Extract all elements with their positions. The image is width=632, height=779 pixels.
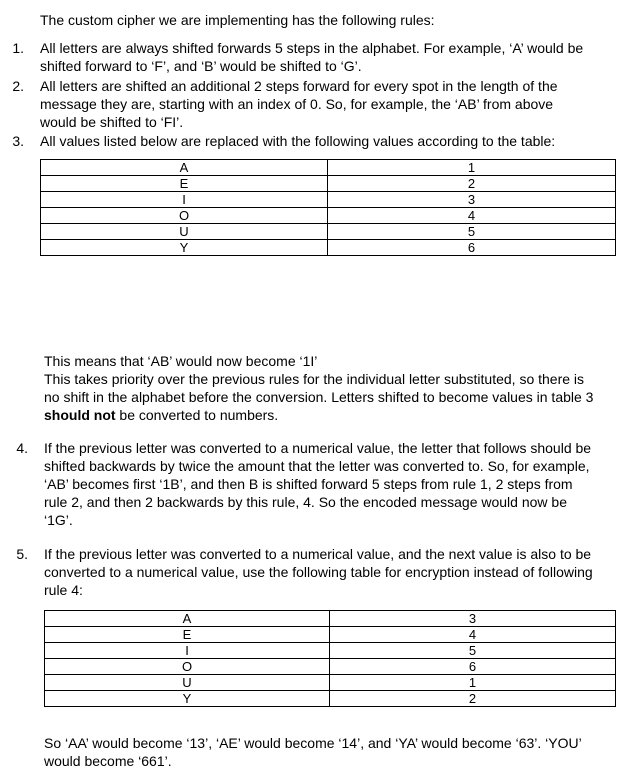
table-cell-value: 2: [330, 691, 616, 707]
table-cell-letter: I: [41, 192, 328, 208]
table-cell-letter: A: [45, 611, 330, 627]
rule-3-note-line-4: [44, 407, 278, 424]
rule-3-note-line-3: no shift in the alphabet before the conversion. Letters shifted to become values in table 3: [44, 389, 594, 405]
emphasis-should-not: should not: [44, 407, 116, 423]
rule-4-line-3: ‘AB’ becomes first ‘1B’, and then B is shifted forward 5 steps from rule 1, 2 steps from: [44, 476, 573, 492]
table-cell-value: 4: [328, 208, 616, 224]
table-cell-letter: O: [41, 208, 328, 224]
rule-3-line-1: All values listed below are replaced with the following values according to the table:: [40, 133, 556, 149]
table-row: [41, 176, 616, 192]
table-cell-letter: I: [45, 643, 330, 659]
rule-1-number: 1.: [12, 40, 24, 56]
rule-3-note-line-2: This takes priority over the previous rules for the individual letter substituted, so there is: [44, 371, 585, 387]
table-cell-value: 1: [328, 160, 616, 176]
rule-1-line-1: All letters are always shifted forwards 5 steps in the alphabet. For example, ‘A’ would be: [40, 40, 584, 56]
rule-5-line-2: converted to a numerical value, use the following table for encryption instead of following: [44, 564, 593, 580]
table-row: [45, 691, 616, 707]
rule-5-line-3: rule 4:: [44, 582, 83, 598]
rule-5-line-1: If the previous letter was converted to a numerical value, and the next value is also to be: [44, 546, 592, 562]
rule-3-number: 3.: [12, 133, 24, 149]
closing-line-1: So ‘AA’ would become ‘13’, ‘AE’ would become ‘14’, and ‘YA’ would become ‘63’. ‘YOU’: [44, 735, 582, 751]
table-cell-letter: E: [41, 176, 328, 192]
table-cell-value: 4: [330, 627, 616, 643]
table-cell-value: 3: [328, 192, 616, 208]
table-cell-value: 3: [330, 611, 616, 627]
rule-2-line-1: All letters are shifted an additional 2 steps forward for every spot in the length of the: [40, 78, 558, 94]
table-cell-letter: E: [45, 627, 330, 643]
table-row: [45, 659, 616, 675]
rule-2-line-3: would be shifted to ‘FI’.: [40, 114, 184, 130]
vowel-table-1: [40, 159, 616, 256]
table-cell-value: 6: [328, 240, 616, 256]
table-cell-value: 2: [328, 176, 616, 192]
closing-line-2: would become ‘661’.: [44, 753, 172, 769]
rule-4-number: 4.: [16, 440, 28, 456]
rule-4-line-5: ‘1G’.: [44, 512, 73, 528]
rule-5-number: 5.: [16, 546, 28, 562]
rule-1-line-2: shifted forward to ‘F’, and ‘B’ would be shifted to ‘G’.: [40, 58, 362, 74]
table-row: [41, 208, 616, 224]
table-cell-letter: U: [45, 675, 330, 691]
rule-3-note-line-1: This means that ‘AB’ would now become ‘1I’: [44, 353, 318, 369]
table-row: [41, 240, 616, 256]
table-row: [45, 611, 616, 627]
table-cell-value: 1: [330, 675, 616, 691]
table-cell-letter: Y: [41, 240, 328, 256]
table-cell-value: 5: [330, 643, 616, 659]
table-row: [41, 160, 616, 176]
vowel-table-2: [44, 610, 616, 707]
table-row: [41, 224, 616, 240]
table-cell-value: 6: [330, 659, 616, 675]
table-row: [45, 643, 616, 659]
table-cell-value: 5: [328, 224, 616, 240]
table-row: [41, 192, 616, 208]
table-cell-letter: Y: [45, 691, 330, 707]
rule-4-line-2: shifted backwards by twice the amount that the letter was converted to. So, for example,: [44, 458, 590, 474]
rule-3-note-line-4-rest: be converted to numbers.: [115, 407, 279, 423]
intro-text: The custom cipher we are implementing has the following rules:: [40, 12, 435, 28]
rule-4-line-4: rule 2, and then 2 backwards by this rule, 4. So the encoded message would now be: [44, 494, 567, 510]
table-row: [45, 675, 616, 691]
rule-2-line-2: message they are, starting with an index of 0. So, for example, the ‘AB’ from above: [40, 96, 554, 112]
rule-2-number: 2.: [12, 78, 24, 94]
rule-4-line-1: If the previous letter was converted to a numerical value, the letter that follows should be: [44, 440, 592, 456]
table-cell-letter: U: [41, 224, 328, 240]
table-cell-letter: A: [41, 160, 328, 176]
table-cell-letter: O: [45, 659, 330, 675]
table-row: [45, 627, 616, 643]
